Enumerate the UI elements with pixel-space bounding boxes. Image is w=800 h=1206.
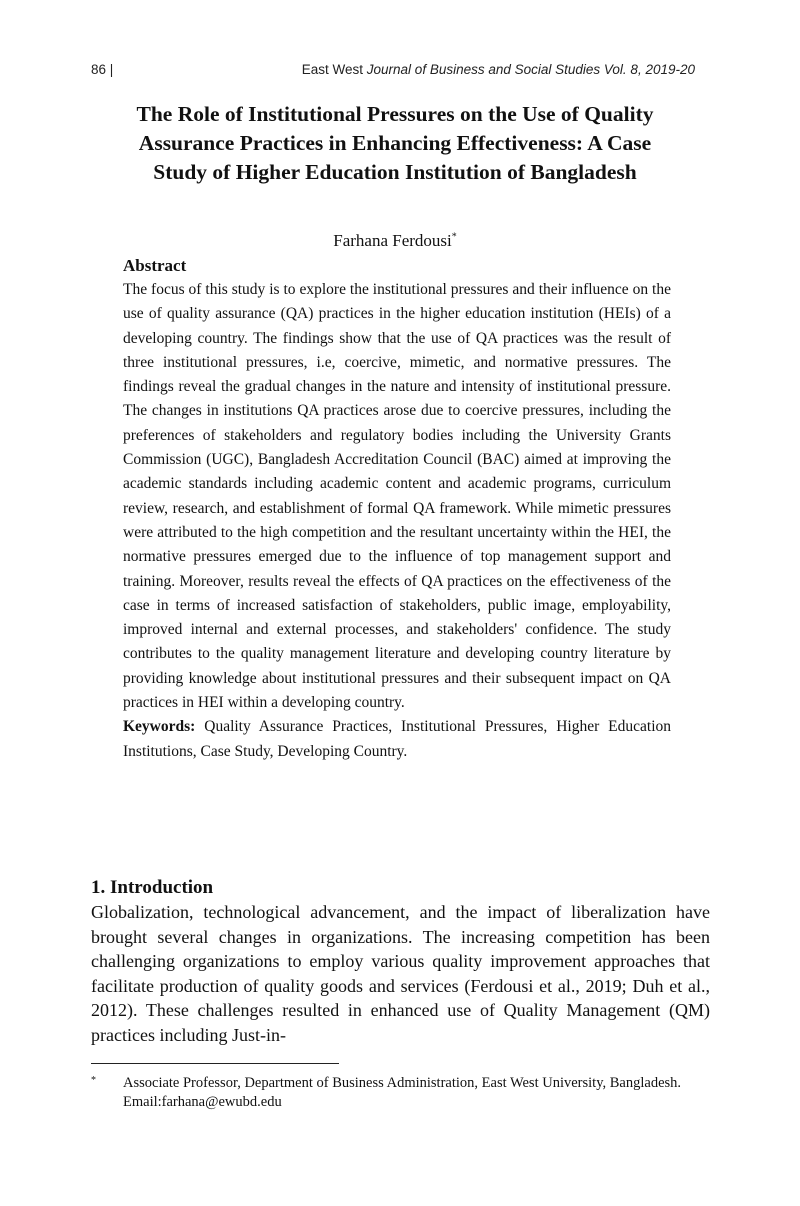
page-number-group xyxy=(91,62,113,77)
keywords-line xyxy=(123,715,671,764)
paper-title: The Role of Institutional Pressures on the Use of Quality Assurance Practices in Enhancing Effectiveness: A Case Study of Higher Education Institution of Bangladesh xyxy=(136,102,654,184)
introduction-text: Globalization, technological advancement, and the impact of liberalization have brought several changes in organizations. The increasing competition has been challenging organizations to employ various quality improvement approaches that facilitate production of quality goods and services (Ferdousi et al., 2019; Duh et al., 2012). These challenges resulted in enhanced use of Quality Management (QM) practices including Just-in- xyxy=(91,902,710,1045)
footnote xyxy=(91,1074,710,1112)
abstract-heading: Abstract xyxy=(123,256,187,275)
journal-name-title: Journal of Business and Social Studies Vol. 8, 2019-20 xyxy=(366,62,695,77)
footnote-mark: * xyxy=(91,1075,96,1086)
journal-name xyxy=(302,62,695,77)
abstract-section xyxy=(123,255,671,764)
keywords-text: Quality Assurance Practices, Institutional Pressures, Higher Education Institutions, Case Study, Developing Country. xyxy=(123,718,671,760)
footnote-text: Associate Professor, Department of Business Administration, East West University, Bangladesh. Email:farhana@ewubd.edu xyxy=(123,1075,682,1110)
page-number: 86 xyxy=(91,62,107,77)
author-line xyxy=(120,231,670,251)
header-separator: | xyxy=(109,62,114,77)
journal-name-prefix: East West xyxy=(301,62,367,77)
author-name: Farhana Ferdousi xyxy=(333,231,452,250)
footnote-rule xyxy=(91,1063,339,1064)
running-header xyxy=(91,62,695,82)
introduction-heading: 1. Introduction xyxy=(91,877,214,898)
keywords-label: Keywords: xyxy=(123,718,196,736)
abstract-text: The focus of this study is to explore the institutional pressures and their influence on the use of quality assurance (QA) practices in the higher education institution (HEIs) of a developing country. The findings show that the use of QA practices was the result of three institutional pressures, i.e, coercive, mimetic, and normative pressures. The findings reveal the gradual changes in the nature and intensity of institutional pressure. The changes in institutions QA practices arose due to coercive pressures, including the preferences of stakeholders and regulatory bodies including the University Grants Commission (UGC), Bangladesh Accreditation Council (BAC) aimed at improving the academic standards including academic content and academic programs, curriculum review, research, and establishment of formal QA framework. While mimetic pressures were attributed to the high competition and the resultant uncertainty within the HEI, the normative pressures emerged due to the influence of top management support and training. Moreover, results reveal the effects of QA practices on the effectiveness of the case in terms of increased satisfaction of stakeholders, public image, employability, improved internal and external processes, and stakeholders' confidence. The study contributes to the quality management literature and developing country literature by providing knowledge about institutional pressures and their subsequent impact on QA practices in HEI within a developing country. xyxy=(123,281,671,712)
author-footnote-mark: * xyxy=(451,231,457,243)
introduction-section xyxy=(91,876,710,1048)
